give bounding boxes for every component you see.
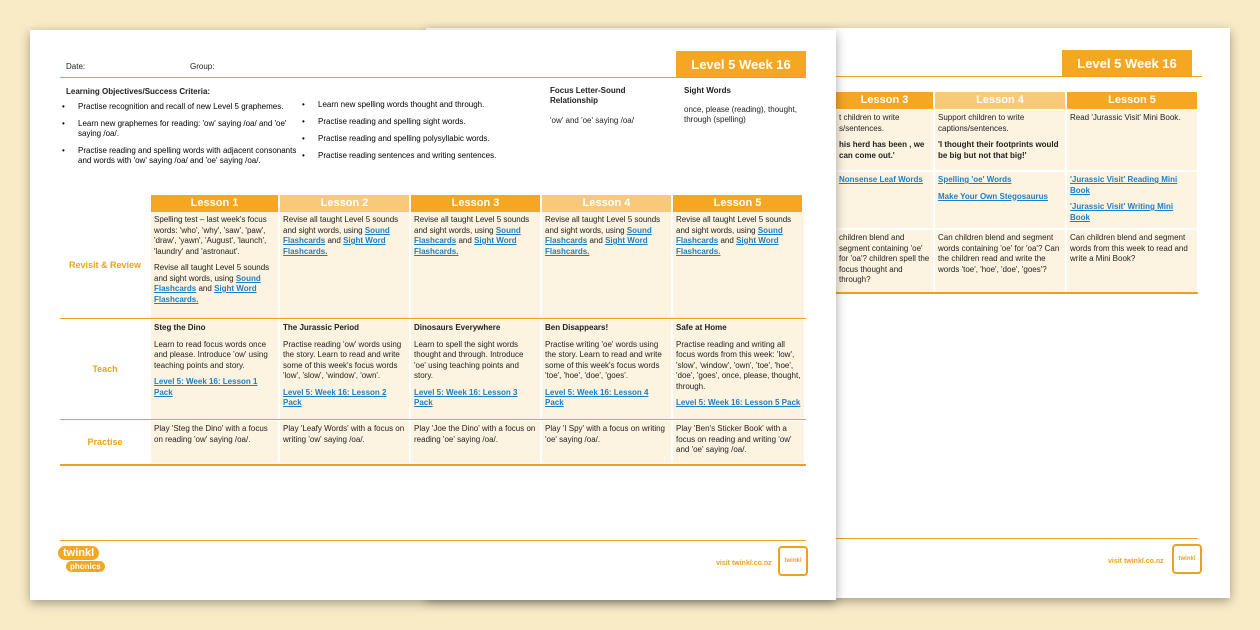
date-label: Date: bbox=[66, 62, 86, 71]
quality-badge: twinkl bbox=[1172, 544, 1202, 574]
footer-url[interactable]: visit twinkl.co.nz bbox=[716, 560, 772, 567]
teach-cell-2: The Jurassic Period Practise reading 'ow' words using the story. Learn to read and write some of this week's focus words 'low', 'slow', 'window', 'own'. Level 5: Week 16: Lesson 2 Pack bbox=[280, 320, 409, 419]
lesson-pack-link[interactable]: Level 5: Week 16: Lesson 1 Pack bbox=[154, 377, 258, 397]
practise-cell-2: Play 'Leafy Words' with a focus on writing 'ow' saying /oa/. bbox=[280, 421, 409, 463]
lesson-3-tab: Lesson 3 bbox=[411, 195, 540, 214]
objectives-right: • Learn new spelling words thought and through. • Practise reading and spelling sight words. • Practise reading and spelling polysyllabic words. • Practise reading sentences and writing sentences. bbox=[300, 100, 530, 168]
back-lesson-3: Lesson 3 bbox=[836, 92, 933, 111]
back-cell: Support children to write captions/sentences. 'I thought their footprints would be big but not that big!' bbox=[935, 110, 1065, 170]
footer-url[interactable]: visit twinkl.co.nz bbox=[1108, 558, 1164, 565]
row-label-revisit: Revisit & Review bbox=[68, 260, 142, 270]
spelling-oe-link[interactable]: Spelling 'oe' Words bbox=[938, 175, 1012, 184]
back-cell bbox=[1067, 172, 1197, 228]
lesson-1-tab: Lesson 1 bbox=[151, 195, 278, 214]
revisit-cell-4: Revise all taught Level 5 sounds and sight words, using Sound Flashcards and Sight Word Flashcards. bbox=[542, 212, 671, 318]
back-lesson-5: Lesson 5 bbox=[1067, 92, 1197, 111]
teach-cell-1: Steg the Dino Learn to read focus words once and please. Introduce 'ow' using teaching points and story. Level 5: Week 16: Lesson 1 Pack bbox=[151, 320, 278, 419]
objectives-left: • Practise recognition and recall of new Level 5 graphemes. • Learn new graphemes for reading: 'ow' saying /oa/ and 'oe' saying /oa/. • Practise reading and spelling words with adjacent consonants and words with 'ow' saying /oa/ and 'oe' saying /oa/. bbox=[60, 102, 304, 173]
objectives-title: Learning Objectives/Success Criteria: bbox=[66, 87, 211, 96]
level-banner: Level 5 Week 16 bbox=[1062, 50, 1192, 76]
revisit-cell-2: Revise all taught Level 5 sounds and sight words, using Sound Flashcards and Sight Word Flashcards. bbox=[280, 212, 409, 318]
sight-word-flashcards-link[interactable]: Sight Word Flashcards. bbox=[414, 236, 517, 256]
lesson-pack-link[interactable]: Level 5: Week 16: Lesson 4 Pack bbox=[545, 387, 649, 407]
sight-box: Sight Words once, please (reading), thought, through (spelling) bbox=[684, 86, 797, 124]
practise-cell-3: Play 'Joe the Dino' with a focus on reading 'oe' saying /oa/. bbox=[411, 421, 540, 463]
focus-box: Focus Letter-Sound Relationship 'ow' and 'oe' saying /oa/ bbox=[550, 86, 634, 125]
back-cell: children blend and segment containing 'oe' for 'oa'? children spell the focus thought and through? bbox=[836, 230, 933, 292]
twinkl-phonics-logo: twinkl phonics bbox=[58, 546, 105, 572]
sight-word-flashcards-link[interactable]: Sight Word Flashcards. bbox=[676, 236, 779, 256]
lesson-pack-link[interactable]: Level 5: Week 16: Lesson 5 Pack bbox=[676, 398, 801, 407]
row-label-practise: Practise bbox=[87, 437, 123, 447]
front-page bbox=[30, 30, 836, 600]
stegosaurus-link[interactable]: Make Your Own Stegosaurus bbox=[938, 191, 1048, 201]
practise-cell-1: Play 'Steg the Dino' with a focus on reading 'ow' saying /oa/. bbox=[151, 421, 278, 463]
writing-mini-book-link[interactable]: 'Jurassic Visit' Writing Mini Book bbox=[1070, 202, 1174, 222]
back-cell: Can children blend and segment words containing 'oe' for 'oa'? Can the children read and write the words 'toe', 'hoe', 'doe', 'goes'? bbox=[935, 230, 1065, 292]
sound-flashcards-link[interactable]: Sound Flashcards bbox=[676, 225, 783, 245]
sound-flashcards-link[interactable]: Sound Flashcards bbox=[283, 225, 390, 245]
quality-badge: twinkl bbox=[778, 546, 808, 576]
sound-flashcards-link[interactable]: Sound Flashcards bbox=[545, 225, 652, 245]
sight-word-flashcards-link[interactable]: Sight Word Flashcards. bbox=[545, 236, 648, 256]
lesson-2-tab: Lesson 2 bbox=[280, 195, 409, 214]
row-label-teach: Teach bbox=[92, 364, 118, 374]
lesson-4-tab: Lesson 4 bbox=[542, 195, 671, 214]
revisit-cell-3: Revise all taught Level 5 sounds and sight words, using Sound Flashcards and Sight Word Flashcards. bbox=[411, 212, 540, 318]
group-label: Group: bbox=[190, 62, 215, 71]
sight-word-flashcards-link[interactable]: Sight Word Flashcards. bbox=[154, 284, 257, 304]
teach-cell-5: Safe at Home Practise reading and writing all focus words from this week: 'low', 'slow', 'window', 'own', 'toe', 'hoe', 'doe', 'goes', once, please, thought, through. Level 5: Week 16: Lesson 5 Pack bbox=[673, 320, 804, 419]
practise-cell-4: Play 'I Spy' with a focus on writing 'oe' saying /oa/. bbox=[542, 421, 671, 463]
practise-cell-5: Play 'Ben's Sticker Book' with a focus on reading and writing 'ow' and 'oe' saying /oa/. bbox=[673, 421, 804, 463]
teach-cell-4: Ben Disappears! Practise writing 'oe' words using the story. Learn to read and write some of this week's focus words 'toe', 'hoe', 'doe', 'goes'. Level 5: Week 16: Lesson 4 Pack bbox=[542, 320, 671, 419]
revisit-cell-1: Spelling test – last week's focus words: 'who', 'why', 'saw', 'paw', 'draw', 'yawn', 'August', 'launch', 'laundry' and 'astronaut'. Revise all taught Level 5 sounds and sight words, using Sound Flashcards and Sight Word Flashcards. bbox=[151, 212, 278, 318]
sound-flashcards-link[interactable]: Sound Flashcards bbox=[154, 273, 261, 293]
nonsense-leaf-link[interactable]: Nonsense Leaf Words bbox=[839, 175, 923, 184]
revisit-cell-5: Revise all taught Level 5 sounds and sight words, using Sound Flashcards and Sight Word Flashcards. bbox=[673, 212, 804, 318]
back-lesson-header bbox=[836, 92, 1199, 111]
lesson-pack-link[interactable]: Level 5: Week 16: Lesson 2 Pack bbox=[283, 387, 387, 407]
back-cell: t children to write s/sentences. his herd has been , we can come out.' bbox=[836, 110, 933, 170]
back-cell: Read 'Jurassic Visit' Mini Book. bbox=[1067, 110, 1197, 170]
lesson-5-tab: Lesson 5 bbox=[673, 195, 802, 214]
sound-flashcards-link[interactable]: Sound Flashcards bbox=[414, 225, 521, 245]
teach-cell-3: Dinosaurs Everywhere Learn to spell the sight words thought and through. Introduce 'oe' using teaching points and story. Level 5: Week 16: Lesson 3 Pack bbox=[411, 320, 540, 419]
sight-word-flashcards-link[interactable]: Sight Word Flashcards. bbox=[283, 236, 386, 256]
reading-mini-book-link[interactable]: 'Jurassic Visit' Reading Mini Book bbox=[1070, 175, 1178, 195]
back-cell bbox=[836, 172, 933, 228]
back-cell: Can children blend and segment words from this week to read and write a Mini Book? bbox=[1067, 230, 1197, 292]
level-banner: Level 5 Week 16 bbox=[676, 51, 806, 77]
lesson-pack-link[interactable]: Level 5: Week 16: Lesson 3 Pack bbox=[414, 387, 518, 407]
back-lesson-4: Lesson 4 bbox=[935, 92, 1065, 111]
back-cell bbox=[935, 172, 1065, 228]
